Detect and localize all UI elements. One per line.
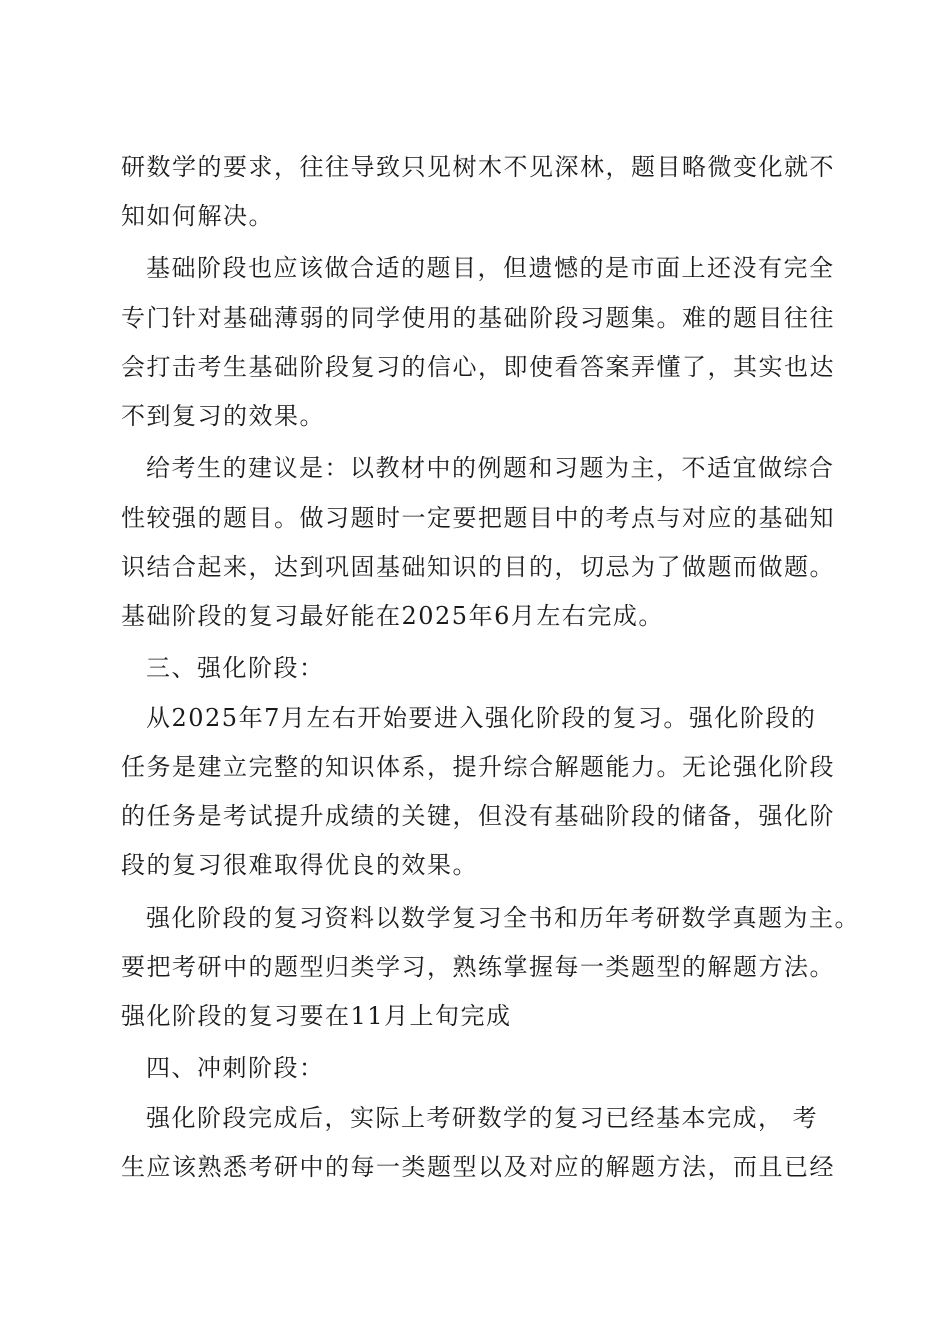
text-line: 强化阶段的复习资料以数学复习全书和历年考研数学真题为主。 (146, 904, 860, 932)
text-line: 不到复习的效果。 (121, 402, 325, 430)
text-line: 基础阶段也应该做合适的题目，但遗憾的是市面上还没有完全 (146, 254, 835, 282)
text-line: 基础阶段的复习最好能在2025年6月左右完成。 (121, 602, 664, 630)
text-line: 识结合起来，达到巩固基础知识的目的，切忌为了做题而做题。 (121, 553, 835, 581)
text-line: 生应该熟悉考研中的每一类题型以及对应的解题方法，而且已经 (121, 1153, 835, 1181)
section-heading: 三、强化阶段： (146, 654, 325, 682)
text-line: 给考生的建议是：以教材中的例题和习题为主，不适宜做综合 (146, 454, 835, 482)
text-line: 要把考研中的题型归类学习，熟练掌握每一类题型的解题方法。 (121, 953, 835, 981)
text-line: 性较强的题目。做习题时一定要把题目中的考点与对应的基础知 (121, 504, 835, 532)
text-line: 的任务是考试提升成绩的关键，但没有基础阶段的储备，强化阶 (121, 802, 835, 830)
text-line: 强化阶段的复习要在11月上旬完成 (121, 1002, 512, 1030)
text-line: 任务是建立完整的知识体系，提升综合解题能力。无论强化阶段 (121, 753, 835, 781)
section-heading: 四、冲刺阶段： (146, 1054, 325, 1082)
text-line: 强化阶段完成后，实际上考研数学的复习已经基本完成， 考 (146, 1104, 819, 1132)
text-line: 专门针对基础薄弱的同学使用的基础阶段习题集。难的题目往往 (121, 304, 835, 332)
text-line: 从2025年7月左右开始要进入强化阶段的复习。强化阶段的 (146, 704, 817, 732)
text-line: 段的复习很难取得优良的效果。 (121, 851, 478, 879)
text-line: 会打击考生基础阶段复习的信心，即使看答案弄懂了，其实也达 (121, 353, 835, 381)
text-line: 知如何解决。 (121, 202, 274, 230)
text-line: 研数学的要求，往往导致只见树木不见深林，题目略微变化就不 (121, 153, 835, 181)
